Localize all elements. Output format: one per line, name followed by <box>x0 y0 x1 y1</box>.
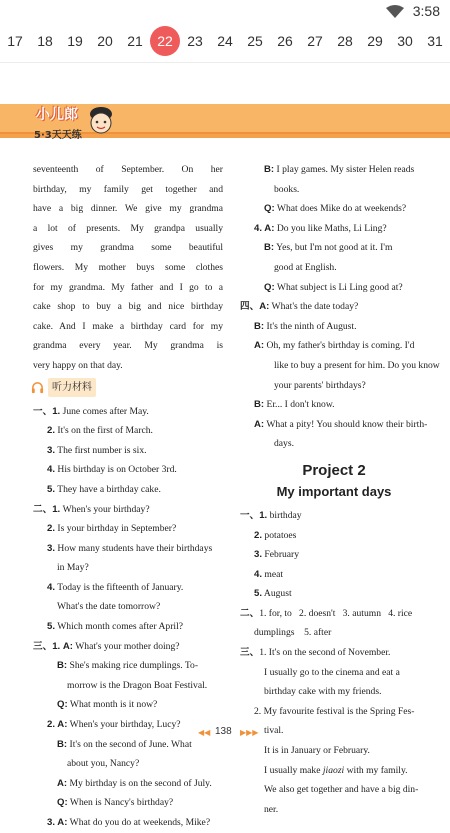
item-text: birthday <box>269 509 302 521</box>
passage-line: flowers. My mother buys some clothes <box>33 261 223 273</box>
section-label: 三、 <box>240 647 260 659</box>
item-number: 1. <box>259 509 268 521</box>
dialogue-text: What does Mike do at weekends? <box>276 203 407 215</box>
dialogue-text: like to buy a present for him. Do you know <box>274 359 440 371</box>
answer-item: 2. doesn't <box>299 607 336 619</box>
item-text: His birthday is on October 3rd. <box>57 464 177 476</box>
dialogue-text: It's the ninth of August. <box>266 320 357 332</box>
item-text: February <box>264 549 300 561</box>
section-2 <box>33 500 223 637</box>
speaker-label: Q: <box>264 281 275 293</box>
dialogue-text: What's the date today? <box>271 301 359 313</box>
item-number: 3. <box>47 444 56 456</box>
dialogue-text: What a pity! You should know their birth- <box>266 418 428 430</box>
item-text: in May? <box>57 562 89 574</box>
dialogue-text: I play games. My sister Helen reads <box>276 164 415 175</box>
logo-subtitle: 5·3天天练 <box>34 130 82 141</box>
answer-text: 1. It's on the second of November. <box>259 647 391 659</box>
dialogue-text: morrow is the Dragon Boat Festival. <box>67 679 208 691</box>
list-item <box>33 578 223 598</box>
speaker-label: A: <box>259 301 270 313</box>
passage-line: cake shop to buy a big and nice birthday <box>33 301 223 313</box>
list-item <box>33 480 223 500</box>
answer-item: 4. rice <box>388 607 413 619</box>
speaker-label: B: <box>57 660 68 672</box>
dialogue-text: It's on the second of June. What <box>69 738 192 750</box>
page-number-30[interactable]: 30 <box>397 33 413 49</box>
answer-text: ner. <box>264 803 279 815</box>
page-number-20[interactable]: 20 <box>97 33 113 49</box>
page-number-27[interactable]: 27 <box>307 33 323 49</box>
list-item <box>33 500 223 520</box>
speaker-label: 4. A: <box>254 222 275 234</box>
item-text: Which month comes after April? <box>57 621 183 633</box>
list-item <box>240 584 428 604</box>
item-number: 1. <box>52 503 61 515</box>
dialogue-text: When is Nancy's birthday? <box>69 797 174 809</box>
passage-line: for my grandma. My father and I go to a <box>33 281 223 293</box>
list-item <box>240 506 428 526</box>
list-item-continuation <box>33 558 223 578</box>
answer-text: 2. My favourite festival is the Spring Fes- <box>254 705 415 717</box>
section-label: 四、 <box>240 301 260 313</box>
project-section-2 <box>240 604 428 643</box>
dialogue-text: Yes, but I'm not good at it. I'm <box>276 242 393 254</box>
answer-item: 5. after <box>304 627 332 639</box>
dialogue-text: When's your birthday, Lucy? <box>69 719 181 731</box>
section-label: 二、 <box>33 503 53 515</box>
reading-passage <box>33 160 223 376</box>
speaker-label: A: <box>57 777 68 789</box>
answer-text: I usually make <box>264 764 323 776</box>
item-text: August <box>263 588 292 600</box>
item-text: potatoes <box>264 529 297 541</box>
item-text: What's the date tomorrow? <box>57 601 161 613</box>
page-number-23[interactable]: 23 <box>187 33 203 49</box>
section-1 <box>33 402 223 500</box>
dialogue-text: What do you do at weekends, Mike? <box>69 817 211 828</box>
dialogue-text: What month is it now? <box>69 699 158 711</box>
page-number-18[interactable]: 18 <box>37 33 53 49</box>
brand-logo <box>30 100 130 148</box>
item-number: 1. <box>52 405 61 417</box>
answer-item: 3. autumn <box>342 607 381 619</box>
section-4 <box>240 297 440 454</box>
prev-page-arrows[interactable]: ◀◀ <box>198 728 211 737</box>
next-page-arrows[interactable]: ▶▶▶ <box>240 728 259 737</box>
list-item <box>33 519 223 539</box>
item-number: 5. <box>254 588 263 600</box>
list-item <box>33 460 223 480</box>
item-number: 3. <box>254 549 263 561</box>
answer-text: I usually go to the cinema and eat a <box>264 666 400 678</box>
speaker-label: 1. A: <box>52 640 73 652</box>
answer-text: It is in January or February. <box>264 745 370 757</box>
page-footer <box>0 724 450 744</box>
passage-line: have a big dinner. We give my grandma <box>33 203 223 215</box>
page-number-21[interactable]: 21 <box>127 33 143 49</box>
logo-title: 小儿郎 <box>36 107 78 123</box>
answer-item: 1. for, to <box>259 607 292 619</box>
page-number-24[interactable]: 24 <box>217 33 233 49</box>
dialogue-text: Do you like Maths, Li Ling? <box>276 222 387 234</box>
answer-text-italic: jiaozi <box>322 764 345 776</box>
page-number: 138 <box>215 726 232 737</box>
item-text: Today is the fifteenth of January. <box>57 581 184 593</box>
dialogue-text: good at English. <box>274 261 337 273</box>
item-number: 2. <box>47 425 56 437</box>
answer-text: with my family. <box>344 764 408 776</box>
item-number: 3. <box>47 542 56 554</box>
list-item <box>33 421 223 441</box>
page-number-28[interactable]: 28 <box>337 33 353 49</box>
right-column <box>240 160 440 819</box>
list-item <box>240 526 428 546</box>
listening-material-heading <box>31 378 223 398</box>
project-subtitle: My important days <box>276 483 392 499</box>
speaker-label: B: <box>57 738 68 750</box>
speaker-label: A: <box>254 418 265 430</box>
list-item-continuation <box>33 597 223 617</box>
page-number-22[interactable]: 22 <box>150 26 180 56</box>
dialogue-text: books. <box>274 183 300 195</box>
item-number: 4. <box>254 568 263 580</box>
mascot-icon <box>88 106 114 136</box>
item-text: Is your birthday in September? <box>57 523 177 535</box>
project-title: Project 2 <box>302 461 366 479</box>
speaker-label: A: <box>254 340 265 352</box>
dialogue-text: your parents' birthdays? <box>274 379 366 391</box>
divider <box>0 62 450 63</box>
page-number-26[interactable]: 26 <box>277 33 293 49</box>
speaker-label: B: <box>254 399 265 411</box>
wifi-icon <box>386 5 404 18</box>
passage-line: grandma every year. My grandma is <box>33 340 223 352</box>
answer-text: tival. <box>264 725 284 737</box>
passage-line: seventeenth of September. On her <box>33 164 223 175</box>
dialogue-text: about you, Nancy? <box>67 758 140 770</box>
dialogue-text: What subject is Li Ling good at? <box>276 281 403 293</box>
section-label: 三、 <box>33 640 53 652</box>
dialogue-text: She's making rice dumplings. To- <box>69 660 199 672</box>
speaker-label: Q: <box>57 797 68 809</box>
clock: 3:58 <box>412 3 440 19</box>
dialogue-text: Er... I don't know. <box>266 399 335 411</box>
page-number-31[interactable]: 31 <box>427 33 443 49</box>
list-item <box>33 617 223 637</box>
list-item <box>240 565 428 585</box>
item-text: June comes after May. <box>62 405 149 417</box>
item-number: 2. <box>254 529 263 541</box>
dialogue-continuation <box>240 160 428 297</box>
item-text: The first number is six. <box>57 444 147 456</box>
page-number-19[interactable]: 19 <box>67 33 83 49</box>
passage-line: gives my grandma some beautiful <box>33 242 223 254</box>
item-text: It's on the first of March. <box>57 425 153 437</box>
item-number: 5. <box>47 621 56 633</box>
headphones-icon <box>31 381 44 394</box>
status-bar <box>0 0 450 22</box>
list-item <box>33 539 223 559</box>
item-number: 4. <box>47 581 56 593</box>
page-number-25[interactable]: 25 <box>247 33 263 49</box>
section-label: 一、 <box>240 509 260 521</box>
speaker-label: Q: <box>264 203 275 215</box>
passage-line: very happy on that day. <box>33 359 123 371</box>
list-item <box>33 441 223 461</box>
item-text: How many students have their birthdays <box>57 542 213 554</box>
speaker-label: Q: <box>57 699 68 711</box>
page-number-strip <box>0 24 450 58</box>
answer-text: birthday cake with my friends. <box>264 686 382 698</box>
item-number: 5. <box>47 483 56 495</box>
speaker-label: B: <box>264 164 275 175</box>
dialogue-text: Oh, my father's birthday is coming. I'd <box>266 340 415 352</box>
item-number: 4. <box>47 464 56 476</box>
speaker-label: 2. A: <box>47 719 68 731</box>
passage-line: cake. And I make a birthday card for my <box>33 320 223 332</box>
dialogue-text: What's your mother doing? <box>75 640 180 652</box>
passage-line: birthday, my family get together and <box>33 183 223 195</box>
speaker-label: 3. A: <box>47 817 68 828</box>
item-text: When's your birthday? <box>62 503 150 515</box>
answer-item: dumplings <box>254 627 295 639</box>
item-text: They have a birthday cake. <box>57 483 161 495</box>
item-number: 2. <box>47 523 56 535</box>
section-label: 二、 <box>240 607 260 619</box>
page-number-17[interactable]: 17 <box>7 33 23 49</box>
listening-material-title: 听力材料 <box>48 378 96 398</box>
list-item <box>33 402 223 422</box>
passage-line: a lot of presents. My grandpa usually <box>33 222 223 234</box>
dialogue-text: My birthday is on the second of July. <box>69 777 212 789</box>
speaker-label: B: <box>254 320 265 332</box>
item-text: meat <box>264 568 284 580</box>
section-label: 一、 <box>33 405 53 417</box>
speaker-label: B: <box>264 242 275 254</box>
project-section-1 <box>240 506 428 604</box>
list-item <box>240 545 428 565</box>
dialogue-text: days. <box>274 438 294 450</box>
page-number-29[interactable]: 29 <box>367 33 383 49</box>
answer-text: We also get together and have a big din- <box>264 784 419 796</box>
